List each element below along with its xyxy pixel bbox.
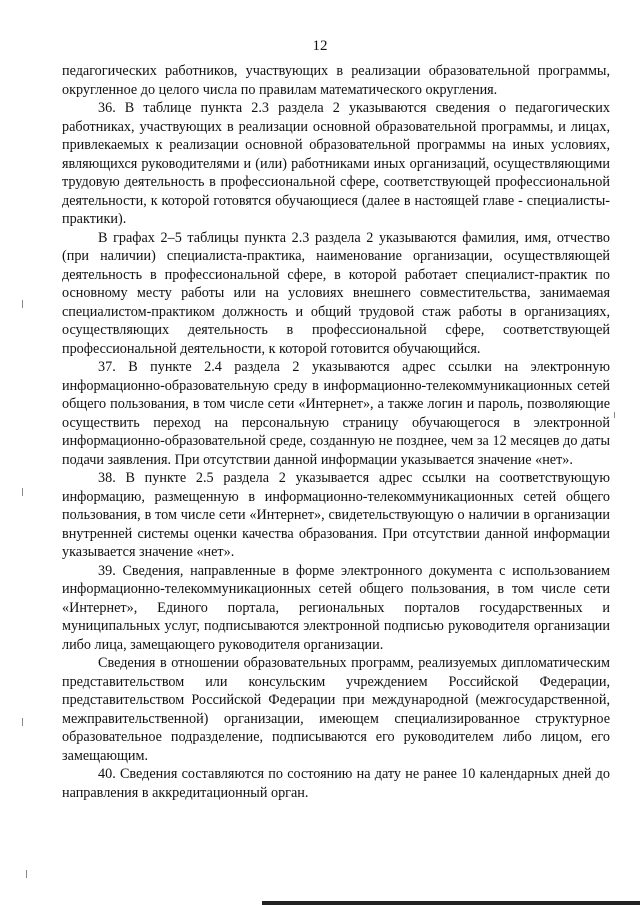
scan-margin-mark: [22, 300, 23, 308]
paragraph-37: 37. В пункте 2.4 раздела 2 указываются адрес ссылки на электронную информационно-образовательную среду в информационно-телекоммуникационных сетей общего пользования, в том числе сети «Интернет», а также логин и пароль, позволяющие осуществить переход на персональную страницу обучающегося в электронной информационно-образовательной среде, созданную не позднее, чем за 12 месяцев до даты подачи заявления. При отсутствии данной информации указывается значение «нет».: [62, 359, 610, 468]
document-body: [62, 62, 610, 802]
page-number: 12: [312, 38, 328, 54]
paragraph-39-diplomatic: Сведения в отношении образовательных программ, реализуемых дипломатическим представительством или консульским учреждением Российской Федерации, представительством Российской Федерации при международной (межгосударственной, межправительственной) организации, имеющем специализированное структурное образовательное подразделение, подписываются его руководителем либо лицом, его замещающим.: [62, 655, 610, 764]
paragraph-continuation: педагогических работников, участвующих в реализации образовательной программы, округленное до целого числа по правилам математического округления.: [62, 63, 610, 98]
paragraph-38: 38. В пункте 2.5 раздела 2 указывается адрес ссылки на соответствующую информацию, размещенную в информационно-телекоммуникационных сетей общего пользования, в том числе сети «Интернет», свидетельствующую о наличии в организации внутренней системы оценки качества образования. При отсутствии данной информации указывается значение «нет».: [62, 470, 610, 560]
paragraph-39: 39. Сведения, направленные в форме электронного документа с использованием информационно-телекоммуникационных сетей общего пользования, в том числе сети «Интернет», Единого портала, региональных порталов государственных и муниципальных услуг, подписываются электронной подписью руководителя организации либо лица, замещающего руководителя организации.: [62, 562, 610, 653]
paragraph-36-columns: В графах 2–5 таблицы пункта 2.3 раздела 2 указываются фамилия, имя, отчество (при наличии) специалиста-практика, наименование организации, осуществляющей деятельность в профессиональной сфере, в которой работает специалист-практик по основному месту работы или на условиях внешнего совместительства, занимаемая специалистом-практиком должность и общий трудовой стаж работы в организациях, осуществляющих деятельность в профессиональной сфере, соответствующей профессиональной деятельности, к которой готовится обучающийся.: [62, 229, 610, 357]
scan-margin-mark: [614, 412, 615, 418]
scan-margin-mark: [22, 488, 23, 496]
paragraph-36: 36. В таблице пункта 2.3 раздела 2 указываются сведения о педагогических работниках, участвующих в реализации основной образовательной программы, и лицах, привлекаемых к реализации основной образовательной программы на иных условиях, являющихся руководителями и (или) работниками иных организаций, осуществляющими трудовую деятельность в профессиональной сфере, соответствующей профессиональной деятельности, к которой готовятся обучающиеся (далее в настоящей главе - специалисты-практики).: [62, 100, 610, 227]
scan-margin-mark: [22, 718, 23, 726]
scan-bottom-edge: [262, 901, 640, 905]
scan-margin-mark: [26, 870, 27, 878]
paragraph-40: 40. Сведения составляются по состоянию на дату не ранее 10 календарных дней до направления в аккредитационный орган.: [62, 766, 610, 801]
